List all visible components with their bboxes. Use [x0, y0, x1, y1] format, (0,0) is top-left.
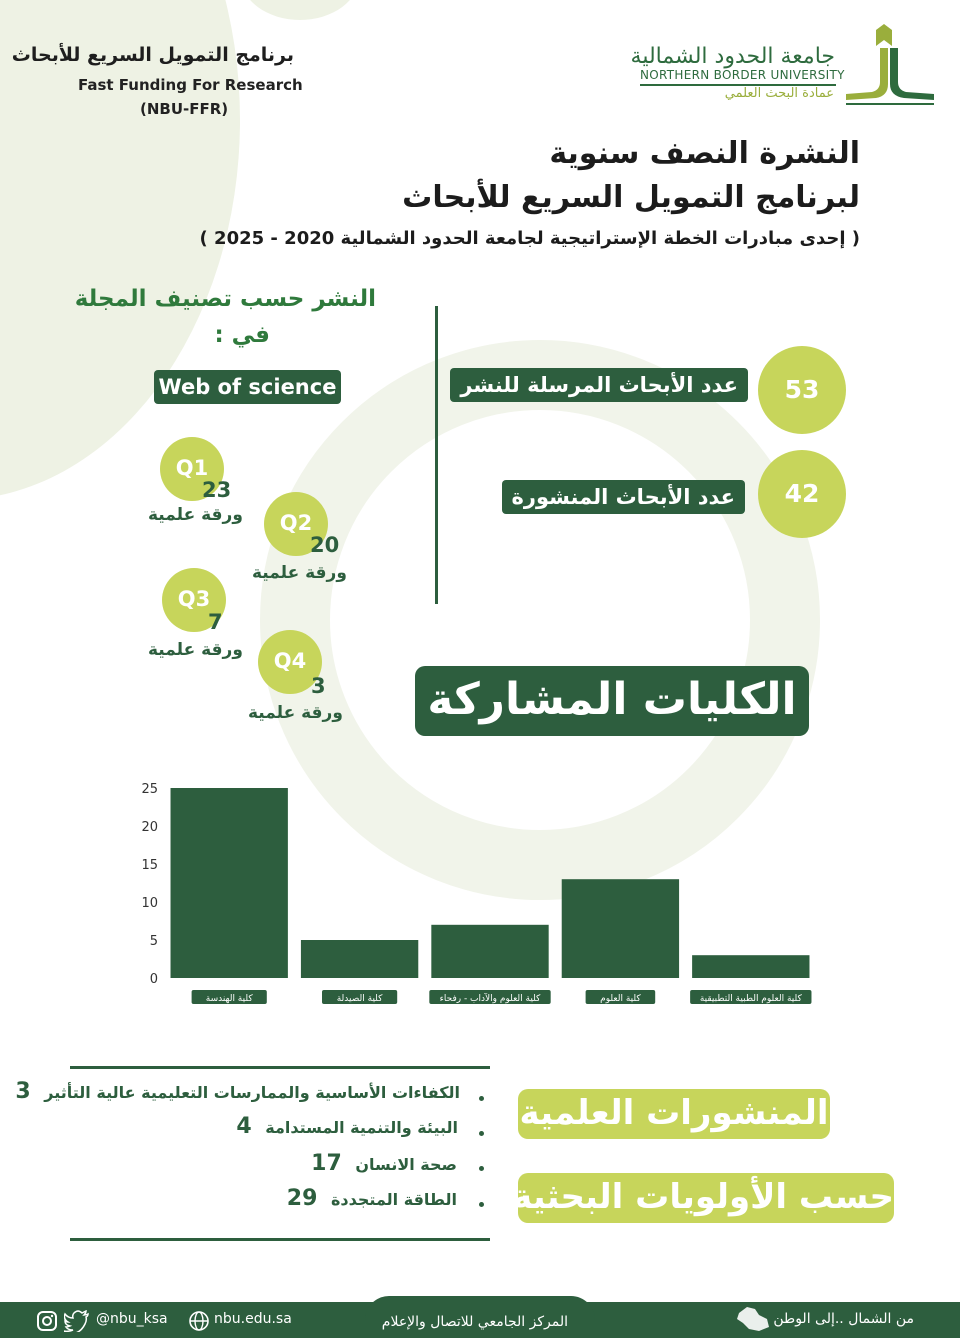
university-name-ar: جامعة الحدود الشمالية: [630, 44, 835, 69]
media-center-name: المركز الجامعي للاتصال والإعلام: [381, 1314, 568, 1330]
bullet-dot: [479, 1131, 484, 1136]
quartile-q4-label: ورقة علمية: [248, 703, 343, 723]
footer-slogan: من الشمال ..إلى الوطن: [773, 1311, 914, 1327]
published-papers-label: عدد الأبحاث المنشورة: [502, 480, 745, 514]
website-link[interactable]: nbu.edu.sa: [214, 1311, 292, 1327]
category-label: كلية الهندسة: [205, 994, 253, 1004]
y-tick-label: 0: [149, 972, 158, 987]
bar-3: [431, 925, 548, 978]
university-name-en: NORTHERN BORDER UNIVERSITY: [640, 68, 845, 82]
bullet-dot: [479, 1096, 484, 1101]
priority-item-2-count: 4: [236, 1114, 252, 1139]
priority-item-1: [15, 1079, 460, 1104]
priority-item-3-label: صحة الانسان: [355, 1155, 457, 1174]
globe-icon: [188, 1310, 210, 1332]
submitted-papers-label: عدد الأبحاث المرسلة للنشر: [450, 368, 748, 402]
published-papers-value: 42: [758, 450, 846, 538]
priority-item-3: [311, 1151, 457, 1176]
priority-item-1-label: الكفاءات الأساسية والممارسات التعليمية عالية التأثير: [44, 1083, 460, 1102]
priority-item-2: [236, 1114, 458, 1139]
web-of-science-badge: Web of science: [154, 370, 341, 404]
quartile-q1-label: ورقة علمية: [148, 505, 243, 525]
category-label: كلية العلوم الطبية التطبيقية: [699, 994, 802, 1004]
program-abbreviation: (NBU-FFR): [140, 100, 229, 118]
publications-title: المنشورات العلمية: [518, 1089, 830, 1139]
bar-1: [171, 788, 288, 978]
priorities-top-rule: [70, 1066, 490, 1069]
priority-item-2-label: البيئة والتنمية المستدامة: [265, 1118, 458, 1137]
category-label: كلية العلوم: [600, 994, 641, 1004]
bullet-dot: [479, 1166, 484, 1171]
background-circle-small: [240, 0, 360, 20]
quartile-q2-count: 20: [310, 533, 340, 557]
twitter-icon[interactable]: [64, 1310, 90, 1332]
bullet-dot: [479, 1202, 484, 1207]
quartile-q2-circle: Q2: [264, 492, 328, 556]
bulletin-title-line1: النشرة النصف سنوية: [549, 136, 860, 171]
bar-2: [301, 940, 418, 978]
y-tick-label: 20: [141, 820, 158, 835]
background-circle: [0, 0, 240, 500]
quartile-q4-count: 3: [311, 674, 326, 698]
submitted-papers-value: 53: [758, 346, 846, 434]
twitter-handle[interactable]: @nbu_ksa: [96, 1311, 168, 1327]
priority-item-4: [287, 1186, 457, 1211]
priorities-bottom-rule: [70, 1238, 490, 1241]
saudi-map-icon: [735, 1305, 771, 1333]
journal-classification-title-2: في :: [214, 322, 270, 348]
category-label: كلية العلوم والآداب - رفحاء: [439, 994, 541, 1004]
priority-item-1-count: 3: [15, 1079, 31, 1104]
section-divider: [435, 306, 438, 604]
university-logo-icon: [846, 24, 936, 106]
publications-subtitle: حسب الأولويات البحثية: [518, 1173, 894, 1223]
quartile-q2-label: ورقة علمية: [252, 563, 347, 583]
priority-item-3-count: 17: [311, 1151, 342, 1176]
quartile-q1-count: 23: [202, 478, 232, 502]
quartile-q1-circle: Q1: [160, 437, 224, 501]
participating-colleges-title: الكليات المشاركة: [415, 666, 809, 736]
category-label: كلية الصيدلة: [336, 994, 383, 1004]
colleges-bar-chart: [120, 770, 820, 1015]
quartile-q3-count: 7: [208, 610, 223, 634]
y-tick-label: 25: [141, 782, 158, 797]
program-title-ar: برنامج التمويل السريع للأبحاث: [11, 44, 294, 66]
bulletin-title-line2: لبرنامج التمويل السريع للأبحاث: [402, 180, 860, 215]
bar-5: [692, 955, 809, 978]
y-tick-label: 15: [141, 858, 158, 873]
bar-4: [562, 879, 679, 978]
quartile-q3-label: ورقة علمية: [148, 640, 243, 660]
quartile-q4-circle: Q4: [258, 630, 322, 694]
program-title-en: Fast Funding For Research: [78, 76, 303, 94]
y-tick-label: 10: [141, 896, 158, 911]
priority-item-4-label: الطاقة المتجددة: [330, 1190, 457, 1209]
deanship-name: عمادة البحث العلمي: [724, 86, 834, 101]
bulletin-subtitle: ( إحدى مبادرات الخطة الإستراتيجية لجامعة الحدود الشمالية 2020 - 2025 ): [199, 228, 860, 249]
instagram-icon[interactable]: [36, 1310, 58, 1332]
journal-classification-title: النشر حسب تصنيف المجلة: [74, 286, 376, 312]
quartile-q3-circle: Q3: [162, 568, 226, 632]
y-tick-label: 5: [149, 934, 158, 949]
priority-item-4-count: 29: [286, 1186, 318, 1211]
